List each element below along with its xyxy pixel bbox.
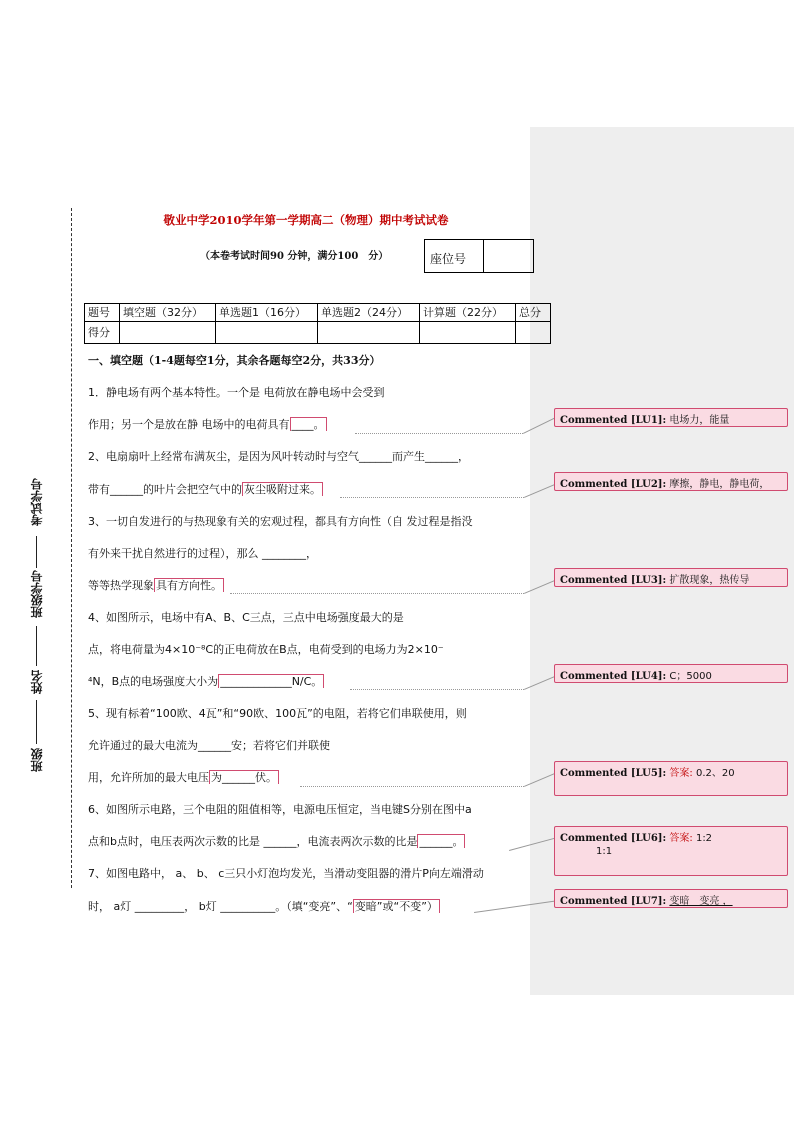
score-header-cell: 总分 — [516, 304, 551, 322]
q3-line-2: 有外来干扰自然进行的过程），那么 ________， — [88, 547, 317, 560]
comment-anchor-line — [230, 593, 524, 594]
comment-tag: Commented [LU5]: — [560, 768, 667, 779]
comment-tag: Commented [LU1]: — [560, 415, 667, 426]
q7-line-1: 7、如图电路中， a、 b、 c三只小灯泡均发光，当滑动变阻器的滑片P向左端滑动 — [88, 867, 484, 880]
score-row — [85, 322, 551, 344]
q5-line-1: 5、现有标着“100欧、4瓦”和“90欧、100瓦”的电阻，若将它们串联使用，则 — [88, 707, 467, 720]
comment-anchor-line — [340, 497, 524, 498]
exam-title: 敬业中学2010学年第一学期高二（物理）期中考试试卷 — [163, 213, 449, 227]
score-cell — [318, 322, 420, 344]
q5-line-3 — [88, 769, 279, 785]
comment-anchor-line — [355, 433, 523, 434]
comment-text: 扩散现象，热传导 — [669, 575, 750, 586]
score-header-cell: 计算题（22分） — [420, 304, 516, 322]
comment-text: 摩擦，静电，静电荷， — [669, 479, 770, 490]
comment-balloon[interactable] — [554, 568, 788, 587]
q5-line-2: 允许通过的最大电流为______安；若将它们并联使 — [88, 739, 330, 752]
side-blank — [36, 536, 37, 568]
q3-text: 等等热学现象 — [88, 579, 154, 592]
q2-answer-blank[interactable]: 灰尘吸附过来。 — [244, 483, 321, 496]
score-row-label: 得分 — [85, 322, 120, 344]
q7-text: 时， a灯 _________， b灯 __________。（填“变亮”、“ — [88, 900, 353, 913]
q6-line-2 — [88, 833, 465, 849]
score-cell — [216, 322, 318, 344]
comment-balloon[interactable] — [554, 472, 788, 491]
side-label-class-number: 班级学号 — [30, 570, 44, 618]
q2-line-1: 2、电扇扇叶上经常布满灰尘，是因为风叶转动时与空气______而产生______， — [88, 450, 469, 463]
score-cell — [120, 322, 216, 344]
q6-answer-blank[interactable]: ______。 — [419, 835, 464, 848]
q3-answer-blank[interactable]: 具有方向性。 — [156, 579, 222, 592]
comment-tag: Commented [LU4]: — [560, 671, 667, 682]
section-1-heading: 一、填空题（1-4题每空1分，其余各题每空2分，共33分） — [88, 354, 381, 367]
comment-anchor-line — [350, 689, 524, 690]
side-blank — [36, 626, 37, 666]
q3-line-3 — [88, 577, 224, 593]
q4-line-1: 4、如图所示，电场中有A、B、C三点，三点中电场强度最大的是 — [88, 611, 404, 624]
q4-line-2: 点，将电荷量为4×10⁻⁸C的正电荷放在B点，电荷受到的电场力为2×10⁻ — [88, 643, 444, 656]
score-header-row — [85, 304, 551, 322]
comment-text: 电场力，能量 — [669, 415, 730, 426]
q4-answer-blank[interactable]: _____________N/C。 — [220, 675, 323, 688]
comment-text-line-2: 1:1 — [596, 846, 613, 857]
q1-answer-blank[interactable]: ____。 — [291, 418, 325, 431]
comment-prefix: 答案: — [669, 833, 693, 844]
comment-balloon[interactable] — [554, 408, 788, 427]
binding-dashed-line — [71, 208, 72, 888]
comment-tag: Commented [LU2]: — [560, 479, 667, 490]
q7-line-2 — [88, 898, 440, 914]
side-label-exam-number: 考试学号 — [30, 478, 44, 526]
q1-line-1: 1．静电场有两个基本特性。一个是 电荷放在静电场中会受到 — [88, 386, 385, 399]
comment-text: 变暗 变亮 ， — [669, 896, 733, 907]
q1-text: 作用；另一个是放在静 电场中的电荷具有 — [88, 418, 290, 431]
comment-tag: Commented [LU3]: — [560, 575, 667, 586]
q3-line-1: 3、一切自发进行的与热现象有关的宏观过程，都具有方向性（自 发过程是指没 — [88, 515, 473, 528]
comment-text: 0.2、20 — [695, 768, 735, 779]
q6-line-1: 6、如图所示电路，三个电阻的阻值相等，电源电压恒定，当电键S分别在图中a — [88, 803, 472, 816]
comment-balloon[interactable] — [554, 826, 788, 876]
comment-anchor-line — [300, 786, 524, 787]
side-label-class: 班级 — [30, 748, 44, 772]
score-header-cell: 单选题1（16分） — [216, 304, 318, 322]
q5-answer-blank[interactable]: 为______伏。 — [211, 771, 277, 784]
q6-text: 点和b点时，电压表两次示数的比是 ______，电流表两次示数的比是 — [88, 835, 418, 848]
comment-balloon[interactable] — [554, 664, 788, 683]
comment-tag: Commented [LU7]: — [560, 896, 667, 907]
score-table — [84, 303, 551, 344]
q1-line-2 — [88, 416, 327, 432]
comment-balloon[interactable] — [554, 889, 788, 908]
comment-text: C；5000 — [669, 671, 712, 682]
comment-tag: Commented [LU6]: — [560, 833, 667, 844]
q4-text: ⁴N，B点的电场强度大小为 — [88, 675, 219, 688]
seat-number-box — [424, 239, 534, 273]
comment-balloon[interactable] — [554, 761, 788, 796]
seat-label: 座位号 — [430, 252, 467, 266]
score-cell — [420, 322, 516, 344]
q2-text: 带有______的叶片会把空气中的 — [88, 483, 242, 496]
comment-text: 1:2 — [695, 833, 713, 844]
exam-subtitle: （本卷考试时间90 分钟，满分100 分） — [200, 251, 389, 262]
q2-line-2 — [88, 481, 323, 497]
side-label-name: 姓名 — [30, 670, 44, 694]
score-header-cell: 题号 — [85, 304, 120, 322]
q5-text: 用，允许所加的最大电压 — [88, 771, 209, 784]
student-info-vertical — [28, 478, 46, 778]
score-header-cell: 填空题（32分） — [120, 304, 216, 322]
seat-divider — [483, 240, 484, 272]
score-cell — [516, 322, 551, 344]
score-header-cell: 单选题2（24分） — [318, 304, 420, 322]
q4-line-3 — [88, 673, 324, 689]
comment-prefix: 答案: — [669, 768, 693, 779]
q7-answer-blank[interactable]: 变暗”或“不变”） — [354, 900, 438, 913]
side-blank — [36, 700, 37, 744]
